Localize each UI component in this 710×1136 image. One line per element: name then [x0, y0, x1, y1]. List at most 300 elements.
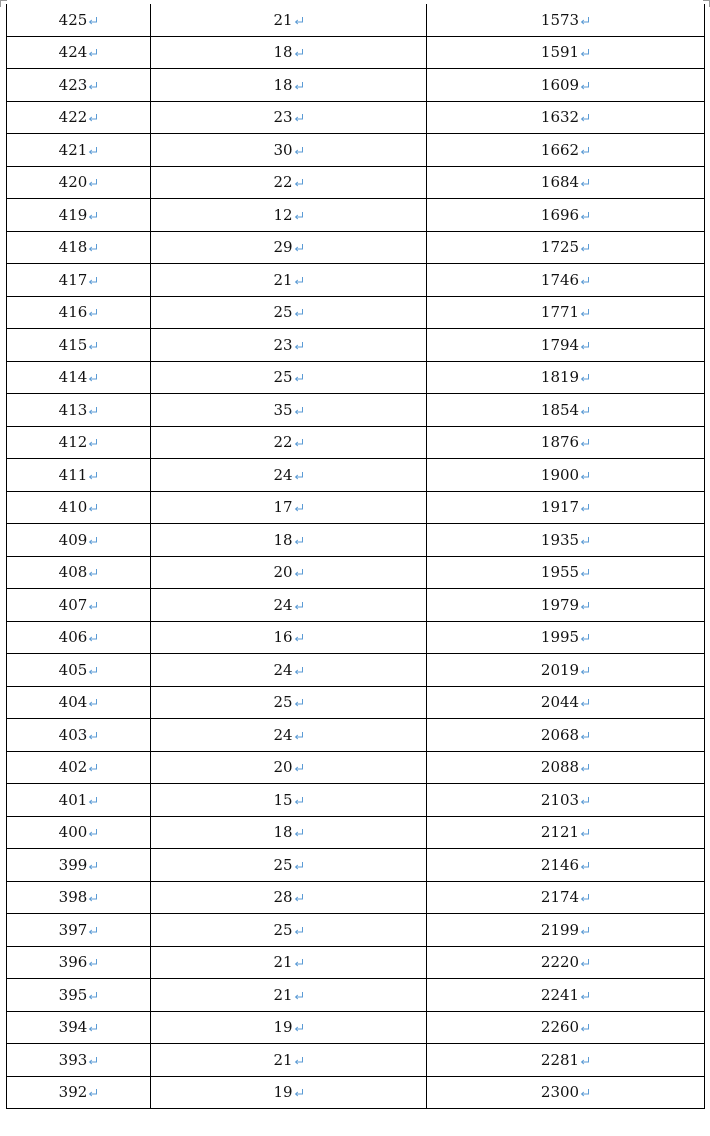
cell-content: [273, 239, 303, 255]
cell-text: 395: [58, 985, 88, 1004]
paragraph-return-icon: [88, 341, 98, 351]
paragraph-return-icon: [88, 471, 98, 481]
paragraph-return-icon: [88, 178, 98, 188]
cell-content: [59, 1019, 99, 1035]
cell-content: [59, 239, 99, 255]
paragraph-return-icon: [88, 568, 98, 578]
table-cell-score: [7, 329, 151, 362]
cell-text: 2174: [540, 888, 580, 907]
table-cell-cumulative: [427, 556, 705, 589]
table-cell-score: [7, 784, 151, 817]
cell-content: [59, 369, 99, 385]
cell-content: [541, 337, 590, 353]
table-row: [7, 199, 705, 232]
table-cell-cumulative: [427, 784, 705, 817]
table-cell-cumulative: [427, 36, 705, 69]
table-row: [7, 101, 705, 134]
paragraph-return-icon: [88, 958, 98, 968]
cell-content: [541, 434, 590, 450]
cell-text: 412: [58, 433, 88, 452]
score-table-body: [7, 4, 705, 1109]
table-row: [7, 491, 705, 524]
cell-content: [59, 1084, 99, 1100]
cell-content: [273, 434, 303, 450]
table-cell-score: [7, 751, 151, 784]
paragraph-return-icon: [294, 666, 304, 676]
paragraph-return-icon: [580, 178, 590, 188]
cell-content: [59, 727, 99, 743]
cell-text: 25: [273, 368, 293, 387]
table-cell-cumulative: [427, 1044, 705, 1077]
paragraph-return-icon: [294, 731, 304, 741]
cell-text: 25: [273, 693, 293, 712]
table-row: [7, 231, 705, 264]
paragraph-return-icon: [580, 48, 590, 58]
cell-content: [541, 467, 590, 483]
paragraph-return-icon: [580, 16, 590, 26]
table-cell-count: [151, 426, 427, 459]
paragraph-return-icon: [580, 1056, 590, 1066]
cell-content: [541, 174, 590, 190]
paragraph-return-icon: [580, 113, 590, 123]
paragraph-return-icon: [88, 666, 98, 676]
table-cell-cumulative: [427, 881, 705, 914]
cell-text: 1725: [540, 238, 580, 257]
table-row: [7, 426, 705, 459]
cell-text: 1819: [540, 368, 580, 387]
table-cell-score: [7, 264, 151, 297]
cell-content: [59, 44, 99, 60]
cell-text: 393: [58, 1050, 88, 1069]
table-cell-score: [7, 589, 151, 622]
table-row: [7, 654, 705, 687]
table-cell-score: [7, 946, 151, 979]
cell-text: 18: [273, 75, 293, 94]
cell-text: 19: [273, 1018, 293, 1037]
cell-content: [59, 77, 99, 93]
cell-content: [541, 12, 590, 28]
table-row: [7, 524, 705, 557]
cell-content: [541, 629, 590, 645]
table-cell-cumulative: [427, 231, 705, 264]
table-cell-score: [7, 1044, 151, 1077]
table-cell-score: [7, 394, 151, 427]
cell-text: 422: [58, 108, 88, 127]
table-row: [7, 881, 705, 914]
table-cell-cumulative: [427, 621, 705, 654]
cell-content: [59, 109, 99, 125]
table-cell-cumulative: [427, 979, 705, 1012]
table-cell-cumulative: [427, 1076, 705, 1109]
table-cell-cumulative: [427, 491, 705, 524]
table-row: [7, 459, 705, 492]
cell-text: 394: [58, 1018, 88, 1037]
table-cell-count: [151, 946, 427, 979]
paragraph-return-icon: [88, 48, 98, 58]
table-cell-cumulative: [427, 524, 705, 557]
paragraph-return-icon: [88, 828, 98, 838]
paragraph-return-icon: [88, 211, 98, 221]
table-cell-score: [7, 231, 151, 264]
cell-text: 2121: [540, 823, 580, 842]
cell-text: 1609: [540, 75, 580, 94]
cell-text: 406: [58, 628, 88, 647]
table-cell-count: [151, 654, 427, 687]
paragraph-return-icon: [580, 373, 590, 383]
cell-text: 2199: [540, 920, 580, 939]
table-cell-cumulative: [427, 199, 705, 232]
table-cell-cumulative: [427, 264, 705, 297]
cell-content: [541, 597, 590, 613]
cell-text: 19: [273, 1083, 293, 1102]
paragraph-return-icon: [294, 861, 304, 871]
cell-text: 402: [58, 758, 88, 777]
paragraph-return-icon: [88, 1088, 98, 1098]
table-cell-count: [151, 784, 427, 817]
cell-text: 423: [58, 75, 88, 94]
table-row: [7, 361, 705, 394]
paragraph-return-icon: [580, 568, 590, 578]
cell-text: 1955: [540, 563, 580, 582]
table-cell-count: [151, 816, 427, 849]
cell-content: [273, 857, 303, 873]
table-cell-count: [151, 69, 427, 102]
cell-text: 1995: [540, 628, 580, 647]
cell-content: [59, 532, 99, 548]
cell-content: [273, 629, 303, 645]
cell-text: 410: [58, 498, 88, 517]
paragraph-return-icon: [294, 536, 304, 546]
table-row: [7, 751, 705, 784]
cell-text: 403: [58, 725, 88, 744]
table-row: [7, 4, 705, 36]
paragraph-return-icon: [580, 698, 590, 708]
paragraph-return-icon: [580, 731, 590, 741]
cell-text: 2241: [540, 985, 580, 1004]
cell-content: [273, 109, 303, 125]
paragraph-return-icon: [294, 568, 304, 578]
cell-text: 24: [273, 595, 293, 614]
table-row: [7, 1044, 705, 1077]
cell-content: [541, 1084, 590, 1100]
paragraph-return-icon: [580, 601, 590, 611]
table-row: [7, 264, 705, 297]
paragraph-return-icon: [294, 698, 304, 708]
table-cell-cumulative: [427, 101, 705, 134]
cell-text: 24: [273, 725, 293, 744]
paragraph-return-icon: [88, 698, 98, 708]
table-row: [7, 719, 705, 752]
cell-text: 415: [58, 335, 88, 354]
paragraph-return-icon: [294, 991, 304, 1001]
cell-text: 2103: [540, 790, 580, 809]
cell-text: 420: [58, 173, 88, 192]
table-cell-cumulative: [427, 816, 705, 849]
table-cell-score: [7, 4, 151, 36]
cell-content: [273, 467, 303, 483]
table-cell-count: [151, 199, 427, 232]
cell-text: 23: [273, 108, 293, 127]
cell-content: [59, 174, 99, 190]
table-cell-count: [151, 979, 427, 1012]
cell-content: [541, 889, 590, 905]
paragraph-return-icon: [88, 146, 98, 156]
paragraph-return-icon: [88, 731, 98, 741]
paragraph-return-icon: [580, 146, 590, 156]
table-cell-cumulative: [427, 946, 705, 979]
table-cell-cumulative: [427, 329, 705, 362]
table-cell-cumulative: [427, 1011, 705, 1044]
cell-content: [59, 629, 99, 645]
cell-text: 419: [58, 205, 88, 224]
cell-content: [541, 987, 590, 1003]
cell-text: 30: [273, 140, 293, 159]
cell-content: [273, 759, 303, 775]
paragraph-return-icon: [88, 796, 98, 806]
paragraph-return-icon: [294, 1056, 304, 1066]
paragraph-return-icon: [580, 536, 590, 546]
paragraph-return-icon: [294, 406, 304, 416]
table-cell-count: [151, 621, 427, 654]
table-cell-count: [151, 394, 427, 427]
cell-text: 1917: [540, 498, 580, 517]
cell-text: 24: [273, 660, 293, 679]
paragraph-return-icon: [294, 893, 304, 903]
paragraph-return-icon: [580, 796, 590, 806]
paragraph-return-icon: [88, 113, 98, 123]
table-cell-score: [7, 654, 151, 687]
paragraph-return-icon: [88, 861, 98, 871]
cell-content: [273, 142, 303, 158]
cell-text: 25: [273, 920, 293, 939]
cell-content: [59, 792, 99, 808]
table-cell-count: [151, 166, 427, 199]
cell-content: [273, 369, 303, 385]
table-cell-score: [7, 36, 151, 69]
cell-content: [273, 954, 303, 970]
cell-content: [59, 207, 99, 223]
cell-content: [59, 922, 99, 938]
cell-text: 22: [273, 433, 293, 452]
cell-content: [541, 1052, 590, 1068]
paragraph-return-icon: [580, 991, 590, 1001]
paragraph-return-icon: [88, 373, 98, 383]
paragraph-return-icon: [294, 81, 304, 91]
paragraph-return-icon: [580, 243, 590, 253]
table-cell-score: [7, 719, 151, 752]
paragraph-return-icon: [88, 81, 98, 91]
cell-text: 20: [273, 758, 293, 777]
table-cell-cumulative: [427, 654, 705, 687]
cell-content: [59, 402, 99, 418]
paragraph-return-icon: [88, 763, 98, 773]
paragraph-return-icon: [88, 406, 98, 416]
table-cell-count: [151, 134, 427, 167]
paragraph-return-icon: [294, 503, 304, 513]
cell-text: 18: [273, 530, 293, 549]
paragraph-return-icon: [294, 16, 304, 26]
cell-content: [273, 662, 303, 678]
paragraph-return-icon: [294, 48, 304, 58]
cell-content: [541, 857, 590, 873]
table-cell-score: [7, 199, 151, 232]
cell-text: 1900: [540, 465, 580, 484]
cell-text: 2088: [540, 758, 580, 777]
table-cell-cumulative: [427, 4, 705, 36]
table-cell-score: [7, 849, 151, 882]
paragraph-return-icon: [88, 926, 98, 936]
table-cell-score: [7, 979, 151, 1012]
table-row: [7, 329, 705, 362]
table-cell-count: [151, 1044, 427, 1077]
cell-text: 401: [58, 790, 88, 809]
cell-content: [59, 694, 99, 710]
paragraph-return-icon: [294, 796, 304, 806]
cell-content: [273, 1084, 303, 1100]
cell-text: 15: [273, 790, 293, 809]
cell-content: [273, 694, 303, 710]
cell-text: 421: [58, 140, 88, 159]
table-cell-cumulative: [427, 69, 705, 102]
cell-content: [273, 922, 303, 938]
paragraph-return-icon: [88, 1056, 98, 1066]
paragraph-return-icon: [88, 536, 98, 546]
paragraph-return-icon: [580, 958, 590, 968]
cell-content: [541, 532, 590, 548]
table-cell-count: [151, 914, 427, 947]
cell-content: [541, 77, 590, 93]
cell-content: [273, 1019, 303, 1035]
cell-content: [59, 824, 99, 840]
paragraph-return-icon: [88, 308, 98, 318]
paragraph-return-icon: [294, 601, 304, 611]
paragraph-return-icon: [580, 926, 590, 936]
cell-text: 1696: [540, 205, 580, 224]
table-cell-cumulative: [427, 296, 705, 329]
paragraph-return-icon: [294, 341, 304, 351]
table-cell-score: [7, 1011, 151, 1044]
paragraph-return-icon: [88, 601, 98, 611]
paragraph-return-icon: [88, 893, 98, 903]
table-cell-count: [151, 491, 427, 524]
paragraph-return-icon: [580, 341, 590, 351]
paragraph-return-icon: [88, 633, 98, 643]
cell-content: [273, 207, 303, 223]
table-row: [7, 589, 705, 622]
cell-text: 1979: [540, 595, 580, 614]
cell-text: 1794: [540, 335, 580, 354]
table-cell-count: [151, 231, 427, 264]
table-row: [7, 979, 705, 1012]
table-row: [7, 556, 705, 589]
table-cell-count: [151, 329, 427, 362]
cell-text: 23: [273, 335, 293, 354]
cell-content: [541, 824, 590, 840]
cell-text: 1876: [540, 433, 580, 452]
cell-text: 1746: [540, 270, 580, 289]
cell-content: [541, 44, 590, 60]
table-row: [7, 296, 705, 329]
table-cell-cumulative: [427, 589, 705, 622]
table-row: [7, 134, 705, 167]
cell-content: [59, 467, 99, 483]
table-row: [7, 849, 705, 882]
cell-text: 21: [273, 1050, 293, 1069]
paragraph-return-icon: [580, 471, 590, 481]
table-cell-count: [151, 361, 427, 394]
table-row: [7, 621, 705, 654]
table-cell-cumulative: [427, 394, 705, 427]
cell-content: [59, 499, 99, 515]
cell-text: 413: [58, 400, 88, 419]
table-row: [7, 784, 705, 817]
table-cell-score: [7, 296, 151, 329]
cell-text: 29: [273, 238, 293, 257]
cell-text: 35: [273, 400, 293, 419]
cell-text: 1662: [540, 140, 580, 159]
paragraph-return-icon: [294, 958, 304, 968]
paragraph-return-icon: [88, 503, 98, 513]
cell-text: 1771: [540, 303, 580, 322]
cell-content: [273, 304, 303, 320]
cell-content: [541, 142, 590, 158]
cell-content: [59, 759, 99, 775]
table-cell-count: [151, 719, 427, 752]
paragraph-return-icon: [294, 1088, 304, 1098]
paragraph-return-icon: [294, 211, 304, 221]
paragraph-return-icon: [294, 178, 304, 188]
table-cell-score: [7, 134, 151, 167]
cell-text: 21: [273, 270, 293, 289]
cell-content: [273, 337, 303, 353]
paragraph-return-icon: [294, 828, 304, 838]
table-row: [7, 914, 705, 947]
table-cell-cumulative: [427, 134, 705, 167]
paragraph-return-icon: [294, 146, 304, 156]
cell-text: 2281: [540, 1050, 580, 1069]
score-table-container: [6, 4, 704, 1109]
cell-content: [59, 272, 99, 288]
paragraph-return-icon: [294, 373, 304, 383]
cell-content: [59, 434, 99, 450]
cell-content: [273, 44, 303, 60]
cell-text: 398: [58, 888, 88, 907]
table-row: [7, 946, 705, 979]
paragraph-return-icon: [580, 633, 590, 643]
table-cell-score: [7, 621, 151, 654]
paragraph-return-icon: [88, 276, 98, 286]
table-cell-count: [151, 849, 427, 882]
paragraph-return-icon: [580, 211, 590, 221]
cell-text: 21: [273, 985, 293, 1004]
paragraph-return-icon: [88, 991, 98, 1001]
paragraph-return-icon: [294, 633, 304, 643]
cell-text: 2019: [540, 660, 580, 679]
table-cell-count: [151, 459, 427, 492]
table-row: [7, 166, 705, 199]
cell-text: 416: [58, 303, 88, 322]
cell-content: [541, 694, 590, 710]
paragraph-return-icon: [294, 243, 304, 253]
table-row: [7, 816, 705, 849]
cell-content: [59, 889, 99, 905]
cell-text: 1591: [540, 43, 580, 62]
cell-content: [273, 499, 303, 515]
cell-content: [273, 889, 303, 905]
table-cell-score: [7, 524, 151, 557]
table-cell-count: [151, 1076, 427, 1109]
cell-text: 424: [58, 43, 88, 62]
